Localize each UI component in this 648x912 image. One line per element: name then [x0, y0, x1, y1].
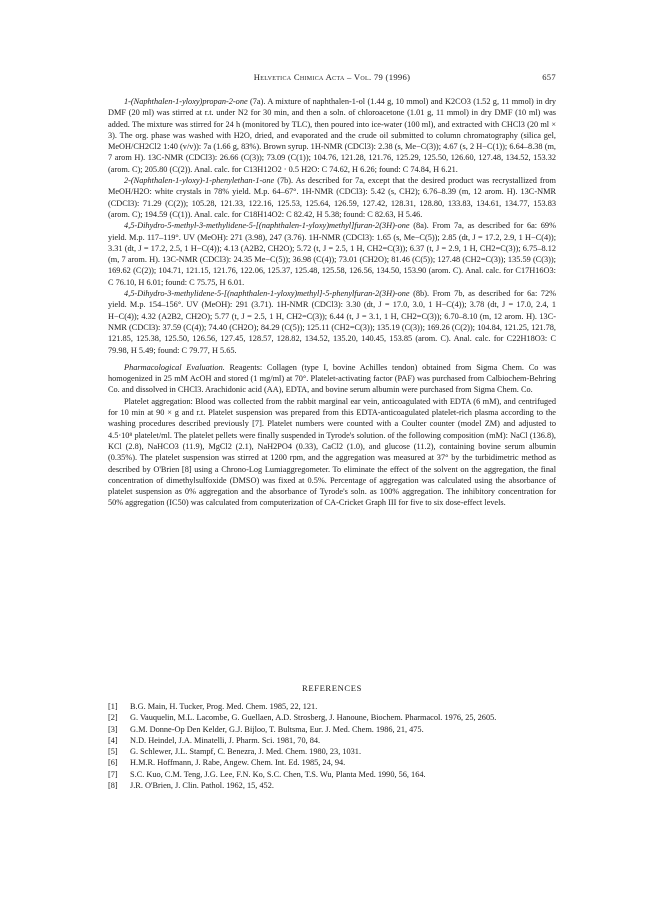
compound-text: As described for 7a, except that the desired product was recrystallized from MeOH/H2O: white crystals in 78% yield. M.p. 64–67°. 1H-NMR (CDCl3): 5.42 (s, CH2); 6.76–8.39 (m, 12 arom. H). 13C-NMR (CDCl3): 71.29 (C(2)); 105.28, 121.33, 122.16, 125.53, 125.64, 126.59, 127.42, 128.31, 128.80, 133.83, 134.61, 134.77, 153.83 (arom. C); 194.59 (C(1)). Anal. calc. for C18H14O2: C 82.42, H 5.38; found: C 82.63, H 5.46. [108, 176, 557, 219]
journal-title: Helvetica Chimica Acta – Vol. 79 (1996) [253, 72, 411, 82]
compound-text: From 7a, as described for 6a: 69% yield. M.p. 117–119°. UV (MeOH): 271 (3.98), 247 (3.76). 1H-NMR (CDCl3): 1.65 (s, Me−C(5)); 2.85 (dt, J = 17.2, 2.9, 1 H−C(4)); 3.31 (dt, J = 17.2, 2.5, 1 H−C(4)); 4.13 (A2B2, CH2O); 5.72 (t, J = 2.5, 1 H, CH2=C(3)); 6.37 (t, J = 2.9, 1 H, CH2=C(3)); 6.75–8.12 (m, 7 arom. H). 13C-NMR (CDCl3): 24.35 Me−C(5)); 36.98 (C(4)); 73.01 (CH2O); 81.46 (C(5)); 127.48 (CH2=C(3)); 135.59 (C(3)); 169.62 (C(2)); 104.71, 121.15, 121.76, 122.06, 125.37, 125.48, 125.58, 126.56, 134.50, 153.90 (arom. C). Anal. calc. for C17H16O3: C 76.10, H 6.01; found: C 75.75, H 6.01. [108, 221, 556, 287]
reference-number: [2] [108, 713, 118, 723]
reference-text: G. Vauquelin, M.L. Lacombe, G. Guellaen, A.D. Strosberg, J. Hanoune, Biochem. Pharmacol. 1976, 25, 2605. [130, 713, 497, 723]
compound-label: (7b). [277, 176, 294, 186]
reference-item [108, 701, 556, 712]
reference-number: [4] [108, 735, 118, 745]
section-heading: Pharmacological Evaluation. [124, 362, 225, 372]
reference-text: S.C. Kuo, C.M. Teng, J.G. Lee, F.N. Ko, S.C. Chen, T.S. Wu, Planta Med. 1990, 56, 164. [130, 769, 426, 779]
reference-number: [7] [108, 769, 118, 779]
reference-item [108, 746, 556, 757]
reference-number: [1] [108, 702, 118, 711]
paragraph-compound-7b [108, 175, 556, 220]
compound-name: 4,5-Dihydro-3-methylidene-5-[(naphthalen-1-yloxy)methyl]-5-phenylfuran-2(3H)-one [124, 289, 410, 299]
reference-item [108, 735, 556, 746]
reference-text: H.M.R. Hoffmann, J. Rabe, Angew. Chem. Int. Ed. 1985, 24, 94. [130, 758, 346, 768]
experimental-section [108, 96, 556, 509]
compound-label: (8a). [413, 221, 429, 231]
reference-item [108, 757, 556, 768]
compound-label: (8b). [413, 289, 430, 299]
reagents-text: Reagents: Collagen (type I, bovine Achilles tendon) obtained from Sigma Chem. Co was homogenized in 25 mM AcOH and stored (1 mg/ml) at 70°. Platelet-activating factor (PAF) was purchased from Calbiochem-Behring Co. and dissolved in CHCl3. Arachidonic acid (AA), EDTA, and bovine serum albumin were purchased from Sigma Chem. Co. [108, 362, 556, 395]
compound-name: 2-(Naphthalen-1-yloxy)-1-phenylethan-1-one [124, 176, 275, 186]
compound-name: 4,5-Dihydro-5-methyl-3-methylidene-5-[(naphthalen-1-yloxy)methyl]furan-2(3H)-one [124, 221, 410, 231]
reference-list [108, 701, 556, 791]
page-number: 657 [542, 72, 556, 82]
reference-text: J.R. O'Brien, J. Clin. Pathol. 1962, 15, 452. [130, 781, 274, 791]
compound-name: 1-(Naphthalen-1-yloxy)propan-2-one [124, 97, 248, 106]
compound-text: A mixture of naphthalen-1-ol (1.44 g, 10 mmol) and K2CO3 (1.52 g, 11 mmol) in dry DMF (20 ml) was stirred at r.t. under N2 for 30 min, and then a soln. of chloroacetone (1.01 g, 11 mmol) in dry DMF (10 ml) was added. The mixture was stirred for 24 h (monitored by TLC), then poured into ice-water (100 ml), and extracted with CHCl3 (20 ml × 3). The org. phase was washed with H2O, dried, and evaporated and the crude oil submitted to column chromatography (silica gel, MeOH/CH2Cl2 1:40 (v/v)): 7a (1.66 g, 83%). Brown syrup. 1H-NMR (CDCl3): 2.38 (s, Me−C(3)); 4.67 (s, 2 H−C(1)); 6.64–8.38 (m, 7 arom H). 13C-NMR (CDCl3): 26.66 (C(3)); 73.09 (C(1)); 104.76, 121.28, 121.76, 125.29, 125.50, 126.60, 127.48, 134.52, 153.32 (arom. C); 205.80 (C(2)). Anal. calc. for C13H12O2 · 0.5 H2O: C 74.62, H 6.26; found: C 74.84, H 6.21. [108, 97, 557, 174]
reference-number: [3] [108, 724, 118, 734]
compound-text: From 7b, as described for 6a: 72% yield. M.p. 154–156°. UV (MeOH): 291 (3.71). 1H-NMR (CDCl3): 3.30 (dt, J = 17.0, 3.0, 1 H−C(4)); 3.78 (dt, J = 17.0, 2.4, 1 H−C(4)); 4.32 (A2B2, CH2O); 5.77 (t, J = 2.5, 1 H, CH2=C(3)); 6.44 (t, J = 3.1, 1 H, CH2=C(3)); 6.70–8.10 (m, 12 arom. H). 13C-NMR (CDCl3): 37.59 (C(4)); 74.40 (CH2O); 84.29 (C(5)); 125.11 (CH2=C(3)); 135.19 (C(3)); 169.26 (C(2)); 104.84, 121.25, 121.78, 121.85, 125.38, 125.50, 126.56, 127.45, 128.57, 128.82, 134.52, 135.20, 140.45, 153.85 (arom. C). Anal. calc. for C22H18O3: C 79.98, H 5.49; found: C 79.77, H 5.65. [108, 289, 557, 355]
paragraph-aggregation [108, 396, 556, 509]
reference-text: G.M. Donne-Op Den Kelder, G.J. Bijloo, T. Bultsma, Eur. J. Med. Chem. 1986, 21, 475. [130, 724, 424, 734]
paragraph-compound-7a [108, 96, 556, 175]
aggregation-text: Platelet aggregation: Blood was collected from the rabbit marginal ear vein, anticoagulated with EDTA (6 mM), and centrifuged for 10 min at 90 × g and r.t. Platelet suspension was prepared from this EDTA-anticoagulated platelet-rich plasma according to the washing procedures described previously [7]. Platelet numbers were counted with a Coulter counter (model ZM) and adjusted to 4.5·10⁸ platelet/ml. The platelet pellets were finally suspended in Tyrode's solution. of the following composition (mM): NaCl (136.8), KCl (2.8), NaHCO3 (11.9), MgCl2 (2.1), NaH2PO4 (0.33), CaCl2 (1.0), and glucose (11.2), containing bovine serum albumin (0.35%). The platelet suspension was stirred at 1200 rpm, and the aggregation was measured at 37° by the turbidimetric method as described by O'Brien [8] using a Chrono-Log Lumiaggregometer. To eliminate the effect of the solvent on the aggregation, the final concentration of dimethylsulfoxide (DMSO) was fixed at 0.5%. Percentage of aggregation was calculated using the absorbance of platelet suspension as 0% aggregation and the absorbance of Tyrode's soln. as 100% aggregation. The inhibitory concentration for 50% aggregation (IC50) was calculated from computerization of CA-Cricket Graph III for five to six dose-effect levels. [108, 396, 556, 508]
reference-number: [8] [108, 781, 118, 791]
references-title: REFERENCES [302, 683, 362, 693]
reference-text: G. Schlewer, J.L. Stampf, C. Benezra, J. Med. Chem. 1980, 23, 1031. [130, 747, 362, 757]
reference-number: [6] [108, 758, 118, 768]
paragraph-pharmacology [108, 362, 556, 396]
reference-item [108, 712, 556, 723]
reference-number: [5] [108, 747, 118, 757]
paragraph-compound-8b [108, 288, 556, 356]
reference-text: N.D. Heindel, J.A. Minatelli, J. Pharm. Sci. 1981, 70, 84. [130, 735, 321, 745]
paragraph-compound-8a [108, 220, 556, 288]
running-head [108, 72, 556, 86]
reference-item [108, 724, 556, 735]
reference-item [108, 769, 556, 780]
reference-text: B.G. Main, H. Tucker, Prog. Med. Chem. 1985, 22, 121. [130, 702, 318, 711]
reference-item [108, 780, 556, 791]
compound-label: (7a). [250, 97, 266, 106]
